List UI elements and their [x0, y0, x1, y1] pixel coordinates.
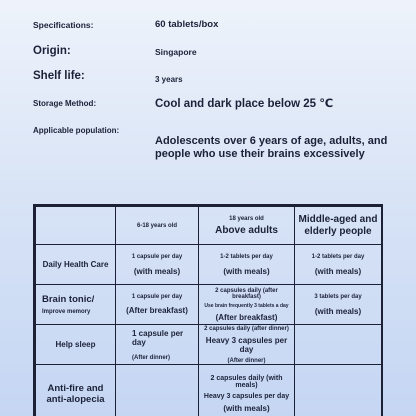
dosage-table — [33, 204, 383, 416]
storage-method-value: Cool and dark place below 25 ℃ — [155, 98, 334, 110]
origin-label: Origin: — [33, 45, 71, 57]
table-cell: 1 capsule per day (After dinner) — [116, 325, 199, 365]
row-label-anti-fire: Anti-fire and anti-alopecia — [36, 365, 116, 416]
shelf-life-label: Shelf life: — [33, 70, 85, 82]
specifications-value: 60 tablets/box — [155, 19, 219, 30]
table-corner-cell — [36, 207, 116, 245]
table-header-row — [36, 207, 382, 245]
applicable-population-value: Adolescents over 6 years of age, adults, and people who use their brains excessively — [155, 135, 388, 160]
table-cell: 1 capsule per day (with meals) — [116, 245, 199, 285]
table-row — [36, 245, 382, 285]
table-cell-empty — [295, 325, 382, 365]
table-cell: 3 tablets per day (with meals) — [295, 285, 382, 325]
table-cell-empty — [295, 365, 382, 416]
header-6-18-years: 6-18 years old — [116, 207, 199, 245]
shelf-life-value: 3 years — [155, 75, 183, 84]
header-adults: 18 years old Above adults — [199, 207, 295, 245]
origin-value: Singapore — [155, 47, 197, 57]
table-cell: 2 capsules daily (after breakfast) Use brain frequently 3 tablets a day (After breakfast) — [199, 285, 295, 325]
storage-method-label: Storage Method: — [33, 99, 97, 108]
row-label-brain-tonic: Brain tonic/ Improve memory — [36, 285, 116, 325]
table-cell: 2 capsules daily (with meals) Heavy 3 capsules per day (with meals) — [199, 365, 295, 416]
table-row — [36, 325, 382, 365]
table-cell: 1-2 tablets per day (with meals) — [199, 245, 295, 285]
table-cell-empty — [116, 365, 199, 416]
row-label-daily-health-care: Daily Health Care — [36, 245, 116, 285]
table-row — [36, 365, 382, 416]
table-row — [36, 285, 382, 325]
specifications-label: Specifications: — [33, 20, 94, 30]
table-cell: 2 capsules daily (after dinner) Heavy 3 capsules per day (After dinner) — [199, 325, 295, 365]
header-middle-aged-elderly: Middle-aged and elderly people — [295, 207, 382, 245]
table-cell: 1 capsule per day (After breakfast) — [116, 285, 199, 325]
table-cell: 1-2 tablets per day (with meals) — [295, 245, 382, 285]
applicable-population-label: Applicable population: — [33, 126, 120, 135]
row-label-help-sleep: Help sleep — [36, 325, 116, 365]
